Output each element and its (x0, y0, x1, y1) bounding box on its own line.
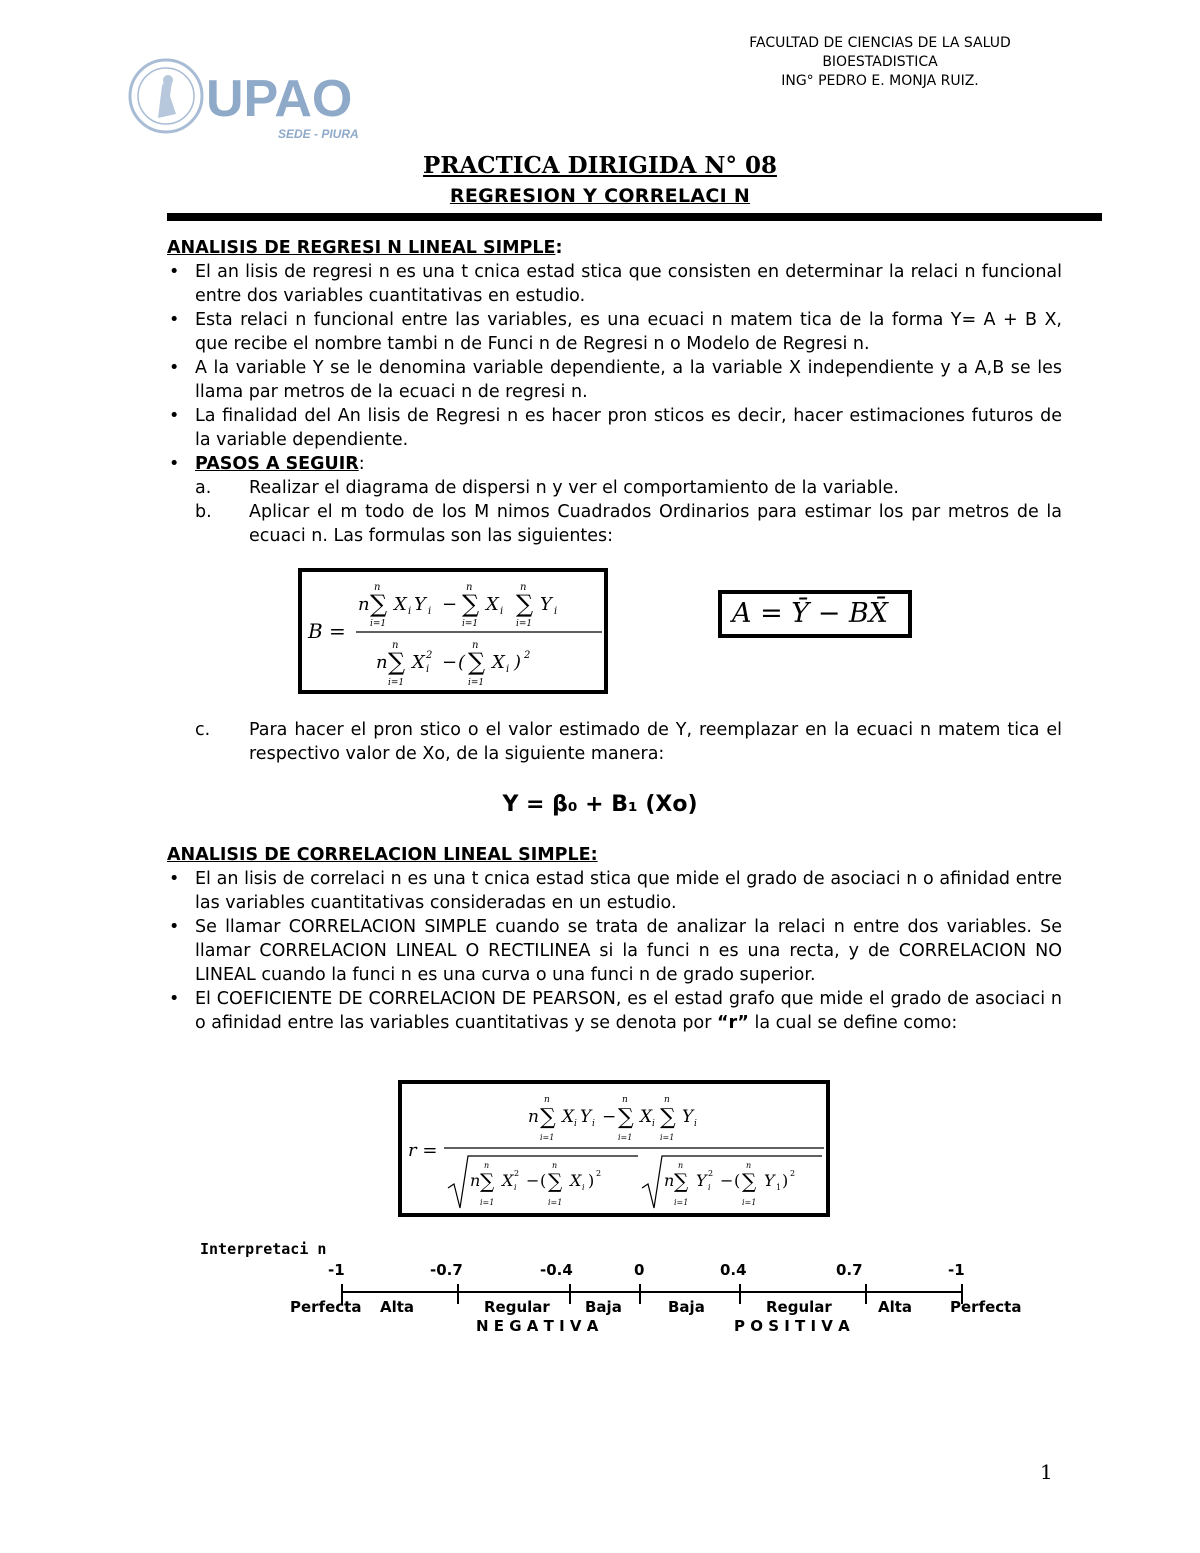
svg-text:n: n (746, 1161, 752, 1170)
svg-text:i=1: i=1 (674, 1198, 689, 1207)
svg-text:n: n (376, 652, 388, 673)
logo-name: UPAO (206, 70, 353, 128)
list-item: • El COEFICIENTE DE CORRELACION DE PEARSON, es el estad grafo que mide el grado de asociaci n o afinidad entre las variables cuantitativas y se denota por “r” la cual se define como: (167, 987, 1062, 1035)
tick-label: -1 (948, 1261, 965, 1279)
svg-text:X: X (394, 594, 407, 615)
list-item: • El an lisis de correlaci n es una t cnica estad stica que mide el grado de asociaci n o afinidad entre las variables cuantitativas consideradas en un estudio. (167, 867, 1062, 915)
svg-text:i: i (514, 1183, 517, 1192)
svg-text:−: − (442, 594, 458, 615)
list-item: • Se llamar CORRELACION SIMPLE cuando se trata de analizar la relaci n entre dos variables. Se llamar CORRELACION LINEAL O RECTILINEA si la funci n es una recta, y de CORRELACION NO LINEAL cuando la funci n es una curva o una funci n de grado superior. (167, 915, 1062, 987)
negative-label: N E G A T I V A (476, 1317, 599, 1335)
svg-text:i=1: i=1 (540, 1133, 555, 1142)
svg-text:∑: ∑ (462, 590, 480, 618)
logo-subtitle: SEDE - PIURA (278, 127, 359, 141)
svg-text:i=1: i=1 (468, 678, 485, 688)
svg-text:Y: Y (696, 1171, 707, 1190)
svg-text:n: n (358, 594, 370, 615)
svg-text:∑: ∑ (618, 1105, 634, 1130)
svg-text:i: i (554, 606, 558, 617)
upao-logo (128, 56, 388, 142)
svg-text:Y: Y (764, 1171, 775, 1190)
svg-text:∑: ∑ (742, 1169, 757, 1193)
range-label: Baja (585, 1298, 622, 1316)
svg-text:r =: r = (408, 1140, 438, 1161)
svg-text:Y: Y (540, 594, 552, 615)
svg-text:i: i (708, 1183, 711, 1192)
step-c: c. Para hacer el pron stico o el valor estimado de Y, reemplazar en la ecuaci n matem tica el respectivo valor de Xo, de la siguiente manera: (195, 720, 1062, 764)
list-item: • El an lisis de regresi n es una t cnica estad stica que consisten en determinar la relaci n funcional entre dos variables cuantitativas en estudio. (167, 260, 1062, 308)
header-line-course: BIOESTADISTICA (822, 54, 938, 70)
tick-label: 0 (634, 1261, 645, 1279)
step-b: b. Aplicar el m todo de los M nimos Cuadrados Ordinarios para estimar los par metros de la ecuaci n. Las formulas son las siguientes: (195, 502, 1062, 546)
tick-label: -1 (328, 1261, 345, 1279)
svg-text:2: 2 (426, 650, 433, 661)
range-label: Alta (878, 1298, 913, 1316)
svg-text:(: ( (458, 652, 466, 673)
svg-text:∑: ∑ (388, 648, 406, 676)
svg-text:): ) (782, 1171, 789, 1190)
regression-heading: ANALISIS DE REGRESI N LINEAL SIMPLE (167, 238, 556, 258)
svg-text:n: n (664, 1171, 675, 1190)
svg-text:i: i (582, 1183, 585, 1192)
interpretation-label: Interpretaci n (200, 1240, 327, 1258)
svg-text:B =: B = (308, 619, 346, 643)
svg-text:n: n (392, 640, 399, 651)
svg-text:n: n (664, 1095, 670, 1105)
svg-text:n: n (678, 1161, 684, 1170)
svg-text:Y: Y (414, 594, 426, 615)
svg-text:n: n (544, 1095, 550, 1105)
svg-text:i=1: i=1 (516, 619, 533, 629)
svg-text:n: n (552, 1161, 558, 1170)
svg-text:i=1: i=1 (618, 1133, 633, 1142)
svg-text:∑: ∑ (370, 590, 388, 618)
svg-text:): ) (514, 652, 522, 673)
prediction-equation: Y = β₀ + B₁ (Xo) (502, 792, 698, 817)
formula-r (402, 1084, 826, 1213)
formula-b-box (298, 568, 608, 694)
svg-text:−: − (720, 1171, 734, 1190)
svg-text:i=1: i=1 (480, 1198, 495, 1207)
list-item: • Esta relaci n funcional entre las variables, es una ecuaci n matem tica de la forma Y= A + B X, que recibe el nombre tambi n de Funci n de Regresi n o Modelo de Regresi n. (167, 308, 1062, 356)
svg-text:(: ( (540, 1171, 547, 1190)
range-label: Alta (380, 1298, 415, 1316)
svg-text:∑: ∑ (674, 1169, 689, 1193)
formula-r-box (398, 1080, 830, 1217)
title-divider (167, 213, 1102, 221)
svg-text:X: X (412, 652, 425, 673)
svg-text:i: i (592, 1119, 595, 1129)
correlation-bullets (167, 867, 1062, 1035)
svg-text:−: − (442, 652, 458, 673)
header-block (700, 34, 1060, 91)
svg-text:i: i (694, 1119, 697, 1129)
svg-text:n: n (528, 1107, 539, 1127)
regression-section: ANALISIS DE REGRESI N LINEAL SIMPLE: • El an lisis de regresi n es una t cnica estad stica que consisten en determinar la relaci n funcional entre dos variables cuantitativas en estudio. • Esta relaci n funcional entre las variables, es una ecuaci n matem tica de la forma Y= A + B X, que recibe el nombre tambi n de Funci n de Regresi n o Modelo de Regresi n. • A la variable Y se le denomina variable dependiente, a la variable X independiente y a A,B se les llama par metros de la ecuaci n de regresi n. • La finalidad del An lisis de Regresi n es hacer pron sticos es decir, hacer estimaciones futuros de la variable dependiente. • PASOS A SEGUIR: a. Realizar el diagrama de dispersi n y ver el comportamiento de la variable. b. Aplicar el m todo de los M nimos Cuadrados Ordinarios para estimar los par metros de la ecuaci n. Las formulas son las siguientes: (167, 236, 1062, 548)
svg-text:i=1: i=1 (388, 678, 405, 688)
range-label: Regular (484, 1298, 550, 1316)
svg-text:n: n (484, 1161, 490, 1170)
svg-text:2: 2 (708, 1169, 714, 1178)
list-item: • La finalidad del An lisis de Regresi n es hacer pron sticos es decir, hacer estimaciones futuros de la variable dependiente. (167, 404, 1062, 452)
svg-text:n: n (470, 1171, 481, 1190)
svg-text:X: X (486, 594, 499, 615)
tick-label: 0.4 (720, 1261, 747, 1279)
correlation-scale-axis (290, 1240, 1050, 1340)
svg-text:i: i (500, 606, 504, 617)
svg-text:n: n (622, 1095, 628, 1105)
svg-text:∑: ∑ (660, 1105, 676, 1130)
svg-text:2: 2 (514, 1169, 520, 1178)
svg-text:i: i (428, 606, 432, 617)
page-title: PRACTICA DIRIGIDA N° 08 (423, 152, 777, 179)
positive-label: P O S I T I V A (734, 1317, 850, 1335)
range-label: Regular (766, 1298, 832, 1316)
header-line-author: ING° PEDRO E. MONJA RUIZ. (781, 73, 979, 89)
steps-heading-item: • PASOS A SEGUIR: (167, 452, 1062, 476)
svg-text:2: 2 (596, 1169, 602, 1178)
svg-text:∑: ∑ (540, 1105, 556, 1130)
svg-text:i: i (426, 664, 430, 675)
tick-label: -0.4 (540, 1261, 573, 1279)
svg-text:n: n (520, 582, 527, 593)
svg-text:2: 2 (790, 1169, 796, 1178)
svg-text:∑: ∑ (516, 590, 534, 618)
step-a: a. Realizar el diagrama de dispersi n y ver el comportamiento de la variable. (195, 478, 899, 498)
svg-text:X: X (562, 1107, 575, 1127)
svg-text:n: n (466, 582, 473, 593)
step-c-block (167, 718, 1062, 766)
svg-text:i=1: i=1 (462, 619, 479, 629)
svg-text:i: i (408, 606, 412, 617)
page-subtitle: REGRESION Y CORRELACI N (449, 185, 751, 207)
regression-bullets (167, 260, 1062, 476)
svg-text:X: X (640, 1107, 653, 1127)
correlation-heading: ANALISIS DE CORRELACION LINEAL SIMPLE: (167, 845, 598, 865)
svg-text:i=1: i=1 (370, 619, 387, 629)
svg-text:∑: ∑ (480, 1169, 495, 1193)
svg-text:2: 2 (524, 650, 531, 661)
list-item: • A la variable Y se le denomina variable dependiente, a la variable X independiente y a A,B se les llama par metros de la ecuaci n de regresi n. (167, 356, 1062, 404)
svg-text:∑: ∑ (548, 1169, 563, 1193)
svg-text:Y: Y (682, 1107, 694, 1127)
university-seal-icon (128, 56, 388, 142)
svg-text:): ) (588, 1171, 595, 1190)
svg-text:X: X (570, 1171, 582, 1190)
page-number: 1 (1040, 1460, 1053, 1484)
svg-text:X: X (492, 652, 505, 673)
svg-text:X: X (502, 1171, 514, 1190)
range-label: Perfecta (290, 1298, 362, 1316)
svg-text:i=1: i=1 (548, 1198, 563, 1207)
svg-text:(: ( (734, 1171, 741, 1190)
svg-text:−: − (526, 1171, 540, 1190)
svg-text:1: 1 (776, 1183, 782, 1192)
tick-label: 0.7 (836, 1261, 863, 1279)
svg-text:n: n (374, 582, 381, 593)
correlation-section (167, 843, 1062, 1035)
formula-a-box: A = Ȳ − BX̄ (718, 590, 912, 638)
steps-list (167, 476, 1062, 548)
formula-b (302, 572, 604, 690)
header-line-faculty: FACULTAD DE CIENCIAS DE LA SALUD (749, 35, 1011, 51)
range-label: Perfecta (950, 1298, 1022, 1316)
svg-text:i=1: i=1 (742, 1198, 757, 1207)
range-label: Baja (668, 1298, 705, 1316)
svg-text:n: n (472, 640, 479, 651)
interpretation-scale (290, 1240, 1050, 1340)
tick-label: -0.7 (430, 1261, 463, 1279)
svg-text:∑: ∑ (468, 648, 486, 676)
svg-text:−: − (602, 1107, 617, 1127)
svg-text:i: i (506, 664, 510, 675)
svg-text:i=1: i=1 (660, 1133, 675, 1142)
svg-text:i: i (574, 1119, 577, 1129)
svg-text:Y: Y (580, 1107, 592, 1127)
svg-text:i: i (652, 1119, 655, 1129)
